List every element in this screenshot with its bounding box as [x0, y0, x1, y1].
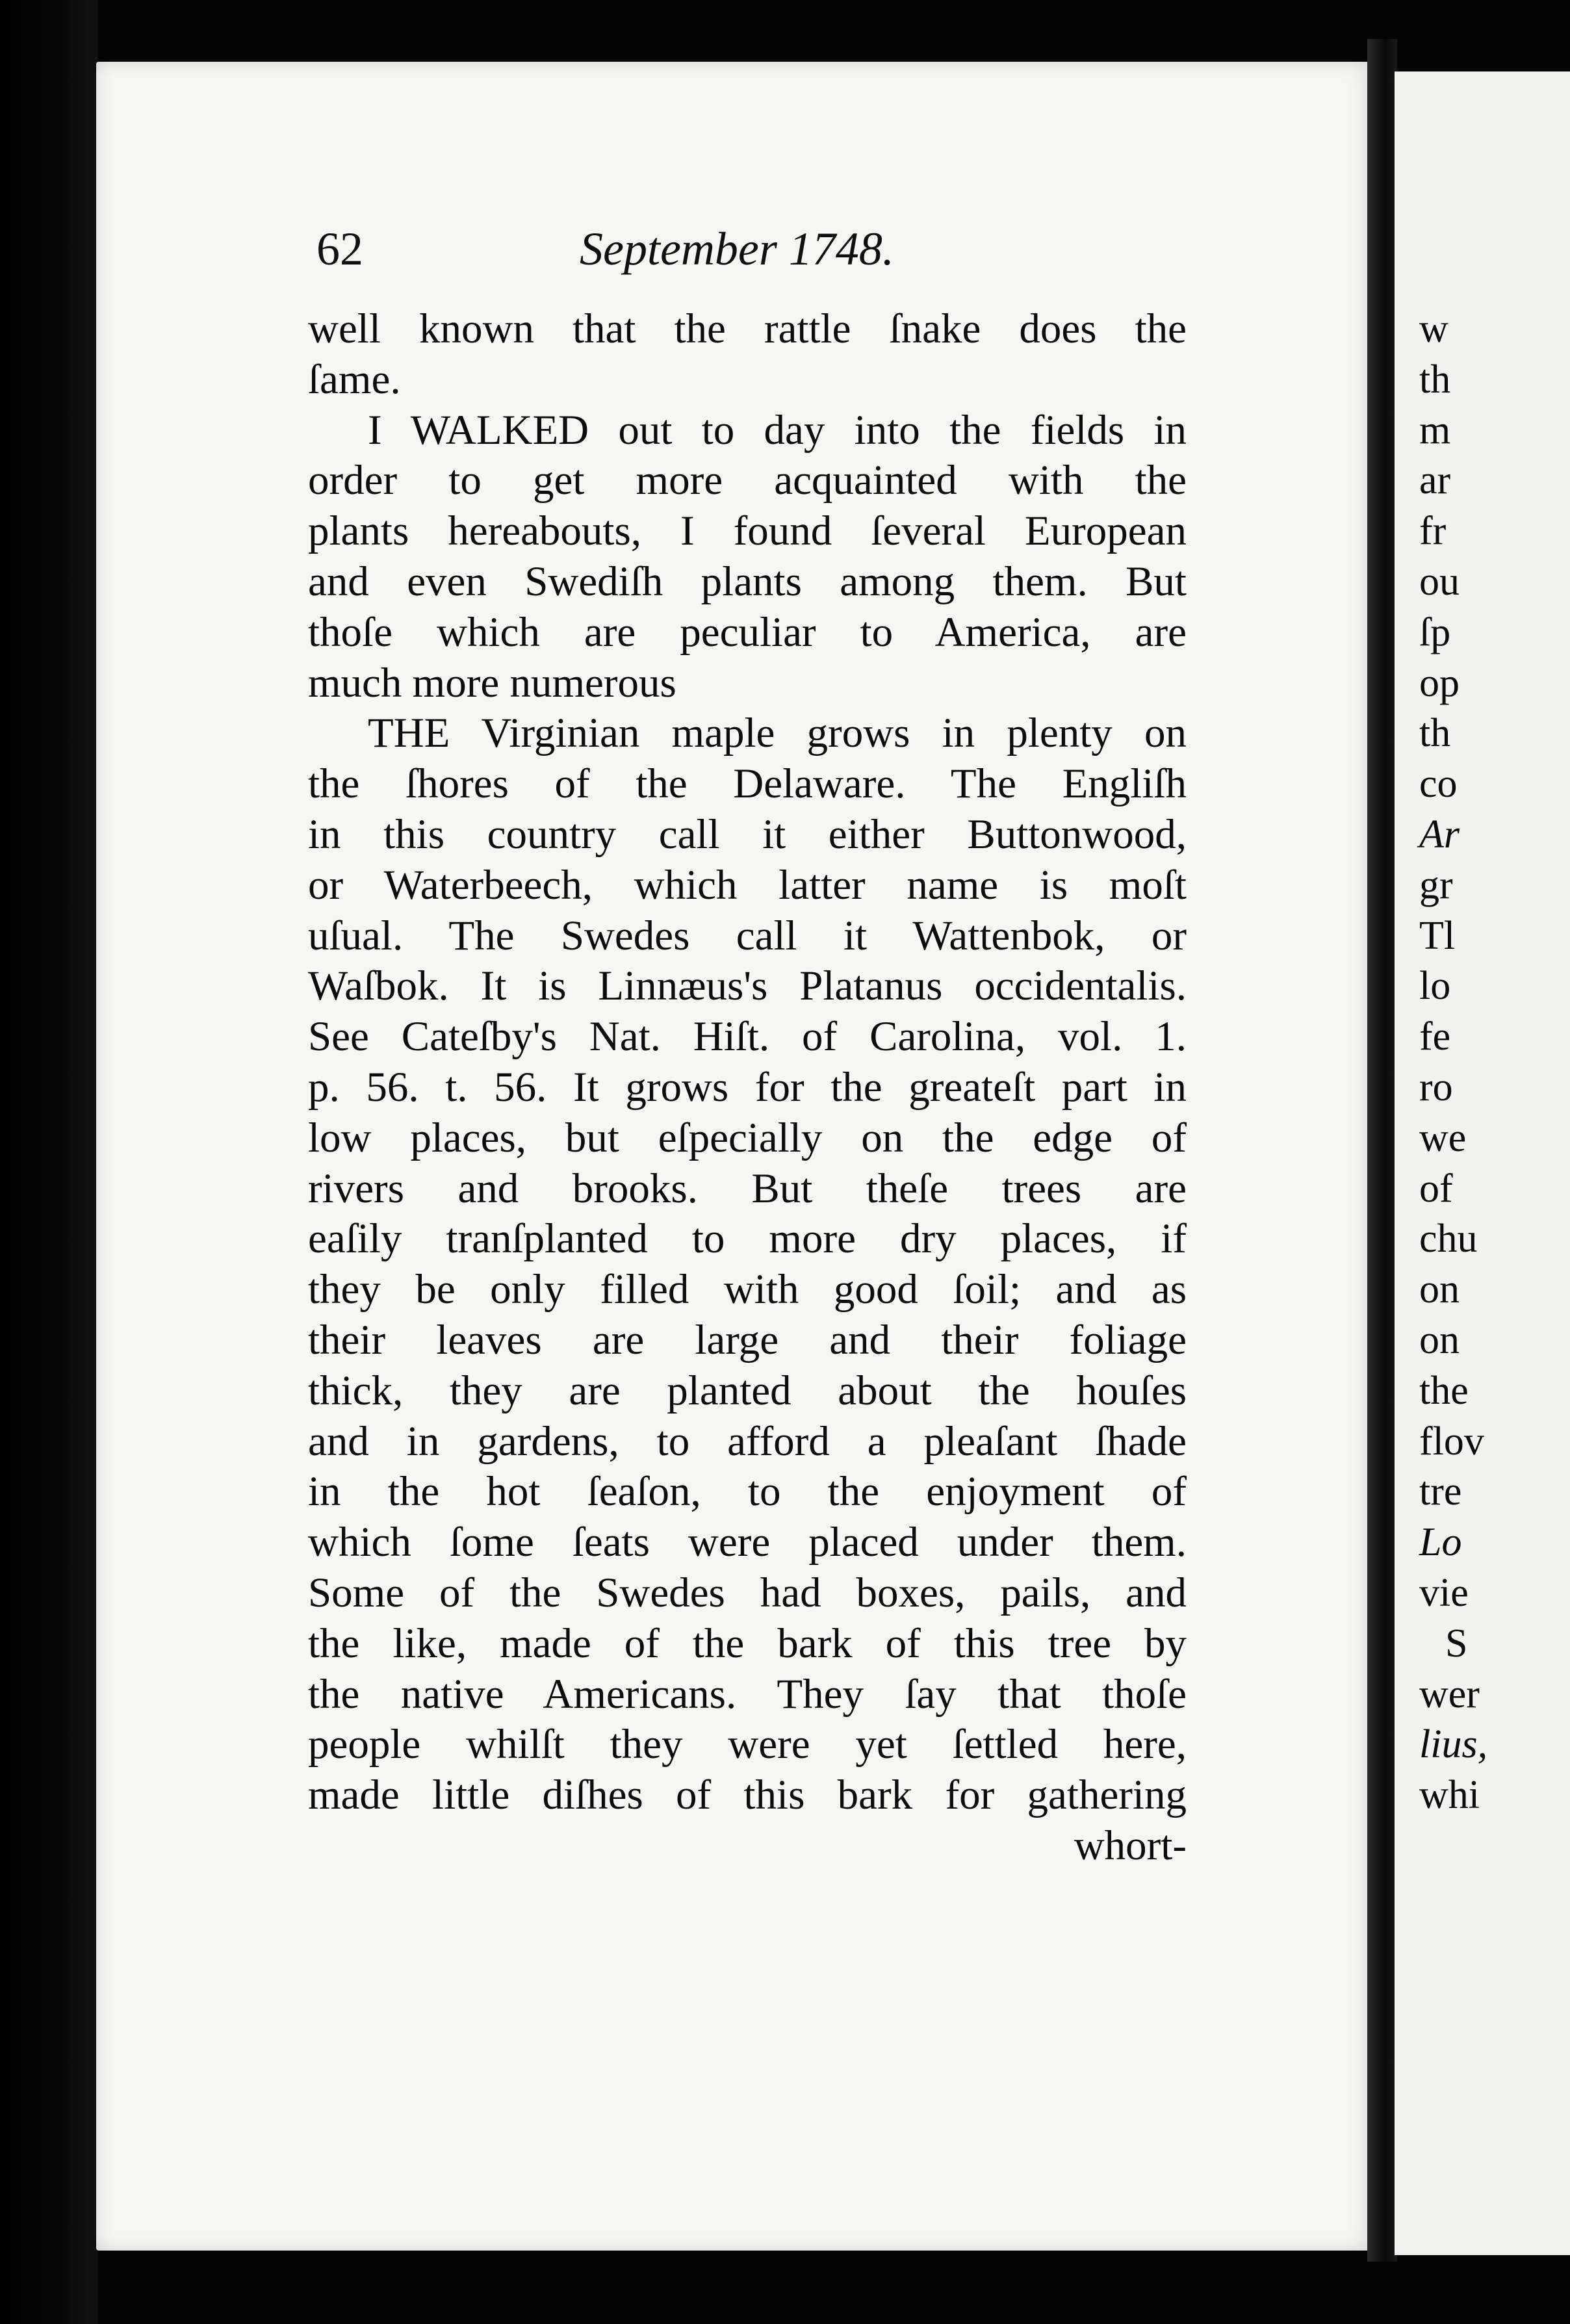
- right-page-fragment: ſp: [1419, 610, 1451, 654]
- body-text: [308, 304, 1187, 1872]
- text-line: made little diſhes of this bark for gathering: [308, 1772, 1187, 1819]
- right-page-fragment: op: [1419, 660, 1460, 705]
- right-page-fragment: Tl: [1419, 913, 1456, 958]
- right-page-edge: [1395, 71, 1570, 2255]
- right-page-fragment: gr: [1419, 862, 1453, 907]
- page-header: [316, 222, 1187, 281]
- text-line: in the hot ſeaſon, to the enjoyment of: [308, 1468, 1187, 1516]
- right-page-fragment: on: [1419, 1267, 1460, 1312]
- text-line: their leaves are large and their foliage: [308, 1316, 1187, 1363]
- text-line: much more numerous: [308, 659, 676, 706]
- text-line: well known that the rattle ſnake does the: [308, 305, 1187, 352]
- text-line: which ſome ſeats were placed under them.: [308, 1519, 1187, 1566]
- right-page-fragment: fe: [1419, 1014, 1451, 1059]
- text-line: plants hereabouts, I found ſeveral European: [308, 508, 1187, 555]
- text-line: Waſbok. It is Linnæus's Platanus occidentalis.: [308, 962, 1187, 1010]
- right-page-fragment: co: [1419, 762, 1458, 807]
- book-gutter: [1367, 39, 1397, 2262]
- right-page-fragment: lius,: [1419, 1722, 1488, 1767]
- right-page-fragment: we: [1419, 1115, 1467, 1160]
- text-line: thick, they are planted about the houſes: [308, 1367, 1187, 1414]
- right-page-fragment: m: [1419, 407, 1451, 452]
- text-line: Some of the Swedes had boxes, pails, and: [308, 1569, 1187, 1616]
- right-page-fragment: wer: [1419, 1672, 1480, 1716]
- text-line: order to get more acquainted with the: [308, 457, 1187, 504]
- right-page-fragment: S: [1445, 1621, 1468, 1666]
- right-page-fragment: of: [1419, 1166, 1453, 1211]
- right-page-fragment: th: [1419, 357, 1451, 402]
- text-line: uſual. The Swedes call it Wattenbok, or: [308, 912, 1187, 959]
- right-page-fragment: fr: [1419, 509, 1447, 554]
- right-page-fragment: lo: [1419, 964, 1451, 1009]
- right-page-fragment: ou: [1419, 559, 1460, 604]
- text-line: they be only filled with good ſoil; and as: [308, 1266, 1187, 1313]
- right-page-fragment: chu: [1419, 1217, 1478, 1261]
- text-line: I WALKED out to day into the fields in: [368, 406, 1187, 454]
- right-page-fragment: vie: [1419, 1570, 1469, 1615]
- page-number: 62: [316, 223, 363, 275]
- spine-shadow: [0, 0, 97, 2324]
- text-line: and even Swediſh plants among them. But: [308, 558, 1187, 605]
- right-page-fragment: ar: [1419, 458, 1451, 503]
- catchword: whort-: [1074, 1822, 1187, 1869]
- text-line: and in gardens, to afford a pleaſant ſhade: [308, 1417, 1187, 1465]
- right-page-fragment: th: [1419, 711, 1451, 756]
- text-line: people whilſt they were yet ſettled here,: [308, 1721, 1187, 1768]
- right-page-fragment: whi: [1419, 1773, 1480, 1818]
- right-page-fragment: the: [1419, 1368, 1469, 1413]
- right-page-fragment: w: [1419, 307, 1448, 351]
- right-page-fragment: ro: [1419, 1065, 1453, 1109]
- right-page-fragment: Ar: [1419, 812, 1460, 857]
- right-page-fragment: tre: [1419, 1469, 1462, 1514]
- text-line: the native Americans. They ſay that thoſe: [308, 1670, 1187, 1718]
- text-line: thoſe which are peculiar to America, are: [308, 608, 1187, 656]
- text-line: p. 56. t. 56. It grows for the greateſt part in: [308, 1063, 1187, 1111]
- right-page-fragment: Lo: [1419, 1520, 1462, 1565]
- text-line: eaſily tranſplanted to more dry places, if: [308, 1215, 1187, 1263]
- text-line: in this country call it either Buttonwood,: [308, 810, 1187, 858]
- right-page-text: [1419, 304, 1570, 1821]
- text-line: the like, made of the bark of this tree by: [308, 1620, 1187, 1667]
- right-page-fragment: on: [1419, 1317, 1460, 1362]
- text-line: the ſhores of the Delaware. The Engliſh: [308, 760, 1187, 808]
- text-line: low places, but eſpecially on the edge of: [308, 1114, 1187, 1161]
- right-page-fragment: flov: [1419, 1419, 1484, 1464]
- text-line: THE Virginian maple grows in plenty on: [368, 710, 1187, 757]
- text-line: rivers and brooks. But theſe trees are: [308, 1165, 1187, 1212]
- text-line: or Waterbeech, which latter name is moſt: [308, 861, 1187, 909]
- text-line: ſame.: [308, 355, 401, 403]
- text-line: See Cateſby's Nat. Hiſt. of Carolina, vol. 1.: [308, 1013, 1187, 1061]
- running-head: September 1748.: [580, 223, 894, 275]
